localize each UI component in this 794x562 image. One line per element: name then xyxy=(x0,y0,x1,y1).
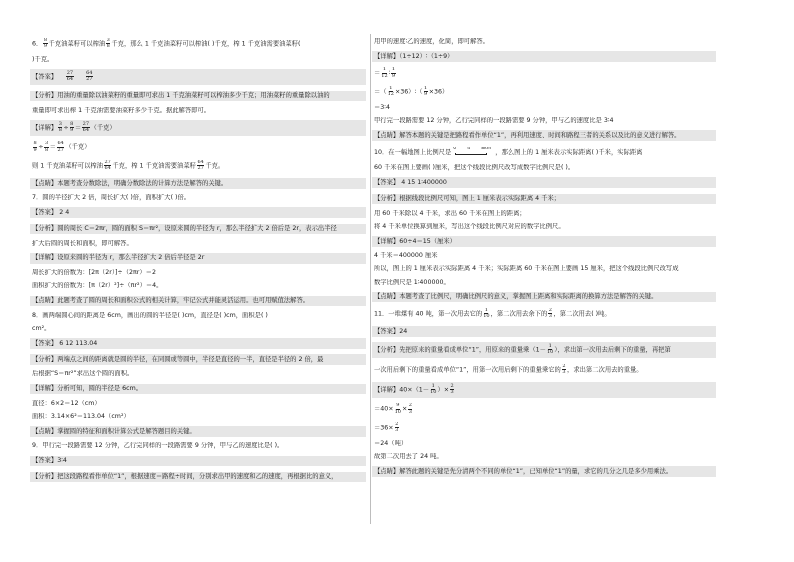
fraction-part: 3 xyxy=(450,388,454,395)
fraction xyxy=(381,67,387,78)
fraction-part: 8 xyxy=(58,126,62,133)
analysis-6: 【分析】用油的重量除以油菜籽的重量即可求出 1 千克油菜籽可以榨油多少千克；用油菜籽的重量除以油的 xyxy=(30,91,366,102)
analysis-8-cont: 后根据“S＝πr²”求出这个圆的面积。 xyxy=(32,370,134,378)
detail-11-line3 xyxy=(374,422,714,435)
question-6-cont: )千克。 xyxy=(32,56,54,64)
fraction-part: 1 xyxy=(548,342,552,349)
text-segment: ＝ xyxy=(374,70,381,78)
fraction xyxy=(58,122,62,133)
fraction xyxy=(66,71,73,82)
detail-9-line3 xyxy=(374,86,714,99)
analysis-11-cont xyxy=(374,364,714,377)
detail-11-line4: ＝24（吨） xyxy=(374,439,408,447)
right-column xyxy=(374,38,714,483)
text-segment: ，第二次用去余下的 xyxy=(490,310,548,318)
answer-11: 【答案】24 xyxy=(372,326,716,337)
fraction-part: 27 xyxy=(86,76,93,83)
fraction-part: 10 xyxy=(394,408,401,415)
fraction xyxy=(197,160,204,171)
text-segment: 【分析】先把原来的重量看成单位“1”，用原来的重量乘（1－ xyxy=(374,346,546,354)
detail-11-line1 xyxy=(372,382,716,398)
scale-bar xyxy=(453,147,493,156)
comment-11: 【点睛】解答此题的关键是先分清两个不同的单位“1”，已知单位“1”的量，求它的几分之几是多少用乘法。 xyxy=(372,466,716,477)
fraction-part: 2 xyxy=(408,403,412,409)
fraction-part: 1 xyxy=(391,67,395,73)
fraction-part: 8 xyxy=(43,38,47,43)
fraction xyxy=(547,344,553,355)
detail-7-line1: 【详解】设原来圆的半径为 r，那么半径扩大 2 倍后半径是 2r xyxy=(30,253,366,264)
detail-7-line2: 周长扩大的倍数为：[2π（2r）]÷（2πr）＝2 xyxy=(32,269,156,277)
text-segment: （千克） xyxy=(90,124,116,132)
answer-10: 【答案】 4 15 1∶400000 xyxy=(372,177,716,188)
text-segment: ，那么图上的 1 厘米表示实际距离( )千米，实际距离 xyxy=(495,148,643,156)
fraction-part: 27 xyxy=(57,146,64,153)
analysis-8: 【分析】两端点之间的距离就是圆的半径，在同圆或等圆中，半径是直径的一半，直径是半径的 2 倍，最 xyxy=(30,354,366,365)
question-6 xyxy=(32,38,364,51)
text-segment: ，第二次用去( )吨。 xyxy=(553,310,611,318)
comment-6: 【点睛】本题考查分数除法，明确分数除法的计算方法是解答的关键。 xyxy=(30,178,366,189)
fraction xyxy=(43,38,47,49)
text-segment: （千克） xyxy=(65,144,91,152)
comment-8: 【点睛】掌握圆的特征和面积计算公式是解答题目的关键。 xyxy=(30,426,366,437)
fraction xyxy=(44,141,48,152)
analysis-7: 【分析】圆的周长 C＝2πr，圆的面积 S＝πr²，设原来圆的半径为 r，那么半径扩大 2 倍后是 2r，表示出半径 xyxy=(30,224,366,235)
fraction xyxy=(395,422,399,433)
answer-7: 【答案】 2 4 xyxy=(30,207,366,218)
text-segment: 千克，那么 1 千克油菜籽可以榨油( )千克，榨 1 千克油需要油菜籽( xyxy=(111,40,301,48)
fraction xyxy=(82,122,89,133)
analysis-7-cont: 扩大后圆的周长和面积，即可解答。 xyxy=(32,239,133,247)
text-segment: 一次用后剩下的重量看成单位“1”，用第一次用后剩下的重量乘它的 xyxy=(374,366,561,374)
text-segment: ＝40× xyxy=(374,406,394,414)
comment-9: 【点睛】解答本题的关键是把路程看作单位“1”，再利用速度、时间和路程三者的关系以及比的意义进行解答。 xyxy=(372,130,716,141)
analysis-11 xyxy=(372,342,716,358)
fraction-part: 8 xyxy=(44,146,49,153)
text-segment: 【详解】 xyxy=(32,124,58,132)
fraction-part: 1 xyxy=(424,85,428,91)
answer-6 xyxy=(30,69,366,85)
fraction-part: 3 xyxy=(106,38,110,43)
text-segment: 10．在一幅地图上比例尺是 xyxy=(374,148,452,156)
text-segment: 【答案】 xyxy=(32,73,58,81)
text-segment: 【详解】40×（1－ xyxy=(374,386,430,394)
fraction xyxy=(562,364,566,375)
detail-8-line3: 面积：3.14×6²＝113.04（cm²） xyxy=(32,413,130,421)
fraction-part: 10 xyxy=(430,388,437,395)
fraction-part: 27 xyxy=(66,69,74,76)
fraction-part: 1 xyxy=(431,382,435,389)
analysis-10: 【分析】根据线段比例尺可知，图上 1 厘米表示实际距离 4 千米； xyxy=(372,194,716,205)
fraction-part: 1 xyxy=(484,308,488,313)
fraction-part: 8 xyxy=(70,120,74,127)
fraction-part: 64 xyxy=(104,164,111,171)
question-11 xyxy=(374,308,714,321)
fraction-part: 8 xyxy=(33,141,37,147)
fraction xyxy=(430,384,436,395)
text-segment: 千克油菜籽可以榨油 xyxy=(48,40,106,48)
question-8: 8．画两端圆心间的距离是 6cm，画出的圆的半径是( )cm，直径是( )cm，面积是( ) xyxy=(32,311,268,319)
fraction-part: 3 xyxy=(562,368,566,375)
fraction-part: 3 xyxy=(408,408,412,415)
fraction xyxy=(70,122,74,133)
detail-9-line2 xyxy=(374,67,714,80)
fraction xyxy=(483,308,489,319)
detail-6-line2 xyxy=(32,141,364,154)
detail-8-line2: 直径：6×2＝12（cm） xyxy=(32,399,101,407)
scale-label: 4 xyxy=(467,146,471,152)
fraction xyxy=(57,141,64,152)
fraction-part: 64 xyxy=(57,141,64,147)
detail-9-line4: ＝3∶4 xyxy=(374,103,390,111)
fraction-part: 2 xyxy=(395,421,399,427)
fraction-part: 2 xyxy=(450,382,454,389)
fraction xyxy=(106,38,110,49)
text-segment: ），求出第一次用去后剩下的重量，再把第 xyxy=(554,346,671,354)
detail-11-line5: 故第二次用去了 24 吨。 xyxy=(374,453,443,461)
fraction-part: 3 xyxy=(395,426,399,433)
scale-bar-line xyxy=(455,153,487,155)
question-7: 7．圆的半径扩大 2 倍，周长扩大( )倍，面积扩大( )倍。 xyxy=(32,194,191,202)
fraction xyxy=(395,403,401,414)
question-8-cont: cm²。 xyxy=(32,324,51,332)
fraction-part: 3 xyxy=(44,141,49,147)
text-segment: ＝ xyxy=(74,124,82,132)
detail-9-line5: 甲行完一段路需要 12 分钟，乙行完同样的一段路需要 9 分钟，甲与乙的速度比是 3∶4 xyxy=(374,117,614,125)
detail-10-line1: 【详解】60÷4＝15（厘米） xyxy=(372,236,716,247)
analysis-9: 【分析】把这段路程看作单位“1”，根据速度＝路程÷时间，分别求出甲的速度和乙的速度，再根据比的意义， xyxy=(30,472,366,483)
analysis-10-line3: 将 4 千米单位换算到厘米，写出这个线段比例尺对应的数字比例尺。 xyxy=(374,222,565,230)
fraction-part: 64 xyxy=(86,69,93,76)
fraction-part: 9 xyxy=(70,126,74,133)
text-segment: 6． xyxy=(32,40,43,48)
fraction-part: 64 xyxy=(197,159,204,165)
conclusion-6 xyxy=(32,160,364,173)
detail-10-line3: 所以，图上的 1 厘米表示实际距离 4 千米；实际距离 60 千米在图上要画 15 厘米，把这个线段比例尺改写成 xyxy=(374,265,679,273)
fraction xyxy=(548,308,552,319)
answer-8: 【答案】 6 12 113.04 xyxy=(30,338,366,349)
fraction xyxy=(388,86,394,97)
fraction-part: 64 xyxy=(82,126,90,133)
fraction-part: 8 xyxy=(106,43,110,50)
fraction xyxy=(424,86,428,97)
fraction-part: 9 xyxy=(33,146,37,153)
fraction xyxy=(33,141,37,152)
fraction-part: 2 xyxy=(562,363,566,369)
fraction-part: 1 xyxy=(382,67,387,73)
comment-7: 【点睛】此题考查了圆的周长和面积公式的相关计算，牢记公式并能灵活运用。也可用赋值法解答。 xyxy=(30,296,366,307)
fraction-part: 10 xyxy=(483,313,490,320)
text-segment: ∶ xyxy=(388,70,391,78)
scale-label: 0 xyxy=(453,146,457,152)
fraction-part: 27 xyxy=(197,164,204,171)
comment-10: 【点睛】本题考查了比例尺，明确比例尺的意义，掌握图上距离和实际距离的换算方法是解答的关键。 xyxy=(372,292,716,303)
text-segment: ＝（ xyxy=(374,88,387,96)
detail-9-line1: 【详解】（1÷12）∶（1÷9） xyxy=(372,51,716,62)
text-segment: ÷ xyxy=(38,144,44,152)
fraction xyxy=(104,160,111,171)
analysis-9-cont: 用甲的速度∶乙的速度，化简，即可解答。 xyxy=(374,38,489,45)
detail-7-line3: 面积扩大的倍数为：[π（2r）²]÷（πr²）＝4。 xyxy=(32,282,163,290)
fraction xyxy=(86,71,93,82)
detail-10-line2: 4 千米＝400000 厘米 xyxy=(374,252,438,260)
text-segment: ，求出第二次用去的重量。 xyxy=(567,366,643,374)
fraction-part: 3 xyxy=(548,313,552,320)
text-segment: 11．一堆煤有 40 吨，第一次用去它的 xyxy=(374,310,483,318)
detail-8-line1: 【详解】分析可知，圆的半径是 6cm。 xyxy=(30,384,366,395)
text-segment: 千克，榨 1 千克油需要油菜籽 xyxy=(112,162,196,170)
fraction xyxy=(388,67,395,79)
analysis-10-line2: 用 60 千米除以 4 千米，求出 60 千米在图上的距离； xyxy=(374,209,526,217)
text-segment: ）× xyxy=(437,386,450,394)
text-segment: ＝ xyxy=(49,144,56,152)
text-segment: 千克。 xyxy=(205,162,225,170)
fraction-part: 1 xyxy=(389,85,393,91)
fraction-part: 10 xyxy=(546,349,554,356)
scale-label: 8km xyxy=(481,146,492,152)
fraction-part: 3 xyxy=(58,120,62,127)
question-9: 9．甲行完一段路需要 12 分钟，乙行完同样的一段路需要 9 分钟，甲与乙的速度比是( )。 xyxy=(32,442,284,450)
fraction-part: 27 xyxy=(82,120,90,127)
question-10 xyxy=(374,147,714,159)
question-10-cont: 60 千米在图上要画( )厘米，把这个线段比例尺改写成数字比例尺是( )。 xyxy=(374,164,575,172)
text-segment: ×36） xyxy=(428,88,449,96)
fraction-part: 9 xyxy=(43,43,47,50)
column-divider xyxy=(370,34,371,524)
fraction-part: 2 xyxy=(548,308,552,313)
fraction xyxy=(450,384,454,395)
text-segment: 则 1 千克油菜籽可以榨油 xyxy=(32,162,103,170)
text-segment: ×36）∶（ xyxy=(394,88,423,96)
fraction-part: 9 xyxy=(396,403,400,409)
detail-11-line2 xyxy=(374,403,714,416)
text-segment: × xyxy=(401,406,408,414)
detail-10-line4: 数字比例尺是 1∶400000。 xyxy=(374,278,450,286)
detail-6-line1 xyxy=(30,120,366,136)
fraction-part: 64 xyxy=(66,76,74,83)
text-segment: ÷ xyxy=(63,124,69,132)
text-segment: ＝36× xyxy=(374,424,394,432)
fraction-part: 9 xyxy=(391,72,395,79)
fraction-part: 9 xyxy=(424,90,428,97)
fraction-part: 12 xyxy=(381,72,388,79)
left-column xyxy=(32,38,364,488)
answer-9: 【答案】3∶4 xyxy=(30,456,366,467)
fraction xyxy=(408,403,412,414)
fraction-part: 12 xyxy=(387,90,394,97)
analysis-6-cont: 重量即可求出榨 1 千克油需要油菜籽多少千克。据此解答即可。 xyxy=(32,106,211,114)
fraction-part: 27 xyxy=(104,159,111,165)
